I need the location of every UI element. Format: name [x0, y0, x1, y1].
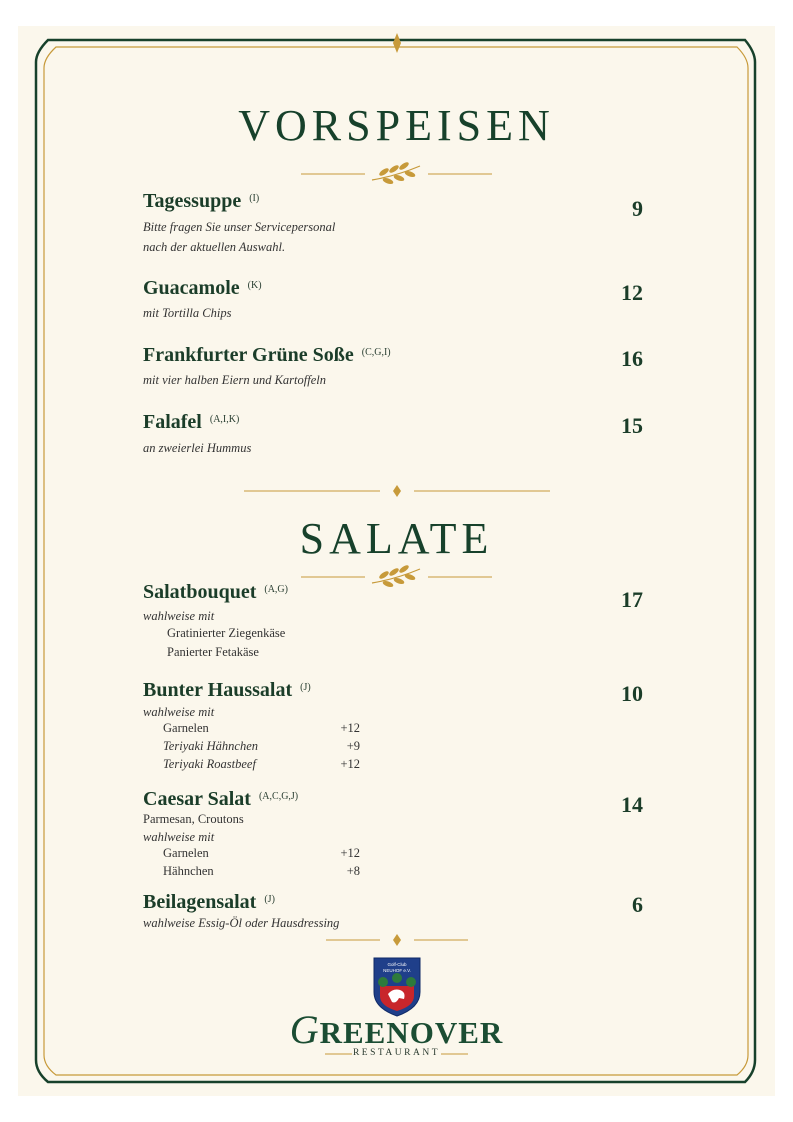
item-description: Parmesan, Croutons	[143, 812, 244, 826]
menu-item-name	[143, 788, 298, 811]
item-description: an zweierlei Hummus	[143, 441, 252, 455]
option-label: Garnelen	[163, 846, 209, 860]
item-description: mit vier halben Eiern und Kartoffeln	[143, 373, 326, 387]
item-price: 14	[621, 792, 643, 817]
item-price: 9	[632, 196, 643, 221]
option-label: Panierter Fetakäse	[167, 645, 259, 659]
laurel-branch-icon	[372, 161, 420, 184]
item-name-text: Guacamole	[143, 277, 240, 299]
logo-subtitle: RESTAURANT	[352, 1048, 441, 1058]
laurel-branch-icon	[372, 564, 420, 587]
crest-line-1: Golf-Club	[387, 962, 407, 967]
allergen-codes: (C,G,I)	[361, 347, 391, 358]
item-description: wahlweise mit	[143, 705, 215, 719]
item-name-text: Frankfurter Grüne Soße	[143, 344, 354, 366]
item-description: wahlweise Essig-Öl oder Hausdressing	[143, 916, 340, 930]
item-price: 12	[621, 280, 643, 305]
option-label: Gratinierter Ziegenkäse	[167, 626, 286, 640]
item-description: nach der aktuellen Auswahl.	[143, 240, 286, 254]
diamond-ornament-icon	[393, 934, 401, 946]
item-price: 10	[621, 681, 643, 706]
allergen-codes: (A,C,G,J)	[258, 791, 299, 802]
option-label: Teriyaki Roastbeef	[163, 757, 256, 771]
allergen-codes: (I)	[249, 193, 260, 204]
item-description: Bitte fragen Sie unser Servicepersonal	[143, 220, 336, 234]
item-price: 16	[621, 346, 643, 371]
item-name-text: Beilagensalat	[143, 891, 257, 913]
menu-item-name	[143, 891, 275, 914]
option-surcharge: +9	[346, 739, 360, 753]
item-name-text: Salatbouquet	[143, 581, 257, 603]
allergen-codes: (A,I,K)	[209, 414, 240, 425]
restaurant-logo	[0, 1006, 793, 1053]
item-price: 17	[621, 587, 643, 612]
menu-item-name	[143, 581, 288, 604]
section-title-vorspeisen: VORSPEISEN	[238, 101, 555, 150]
item-name-text: Caesar Salat	[143, 788, 251, 810]
item-price: 15	[621, 413, 643, 438]
item-name-text: Tagessuppe	[143, 190, 242, 212]
section-title-salate: SALATE	[299, 514, 494, 563]
diamond-ornament-icon	[393, 33, 401, 53]
item-name-text: Bunter Haussalat	[143, 679, 293, 701]
diamond-ornament-icon	[393, 485, 401, 497]
option-surcharge: +12	[340, 846, 360, 860]
option-label: Hähnchen	[163, 864, 214, 878]
logo-initial: G	[289, 1007, 320, 1052]
item-price: 6	[632, 892, 643, 917]
option-label: Garnelen	[163, 721, 209, 735]
option-surcharge: +8	[346, 864, 360, 878]
item-description: mit Tortilla Chips	[143, 306, 232, 320]
allergen-codes: (J)	[264, 894, 275, 905]
item-description: wahlweise mit	[143, 609, 215, 623]
logo-word-rest: REENOVER	[319, 1015, 504, 1050]
allergen-codes: (A,G)	[264, 584, 288, 595]
item-description: wahlweise mit	[143, 830, 215, 844]
menu-item-name	[143, 190, 259, 213]
menu-item-name	[143, 679, 311, 702]
item-name-text: Falafel	[143, 411, 202, 433]
option-surcharge: +12	[340, 721, 360, 735]
option-label: Teriyaki Hähnchen	[163, 739, 259, 753]
menu-item-name	[143, 344, 391, 367]
allergen-codes: (J)	[300, 682, 311, 693]
crest-line-2: NEUHOF e.V.	[383, 968, 411, 973]
option-surcharge: +12	[340, 757, 360, 771]
menu-item-name	[143, 411, 239, 434]
allergen-codes: (K)	[247, 280, 262, 291]
menu-item-name	[143, 277, 262, 300]
